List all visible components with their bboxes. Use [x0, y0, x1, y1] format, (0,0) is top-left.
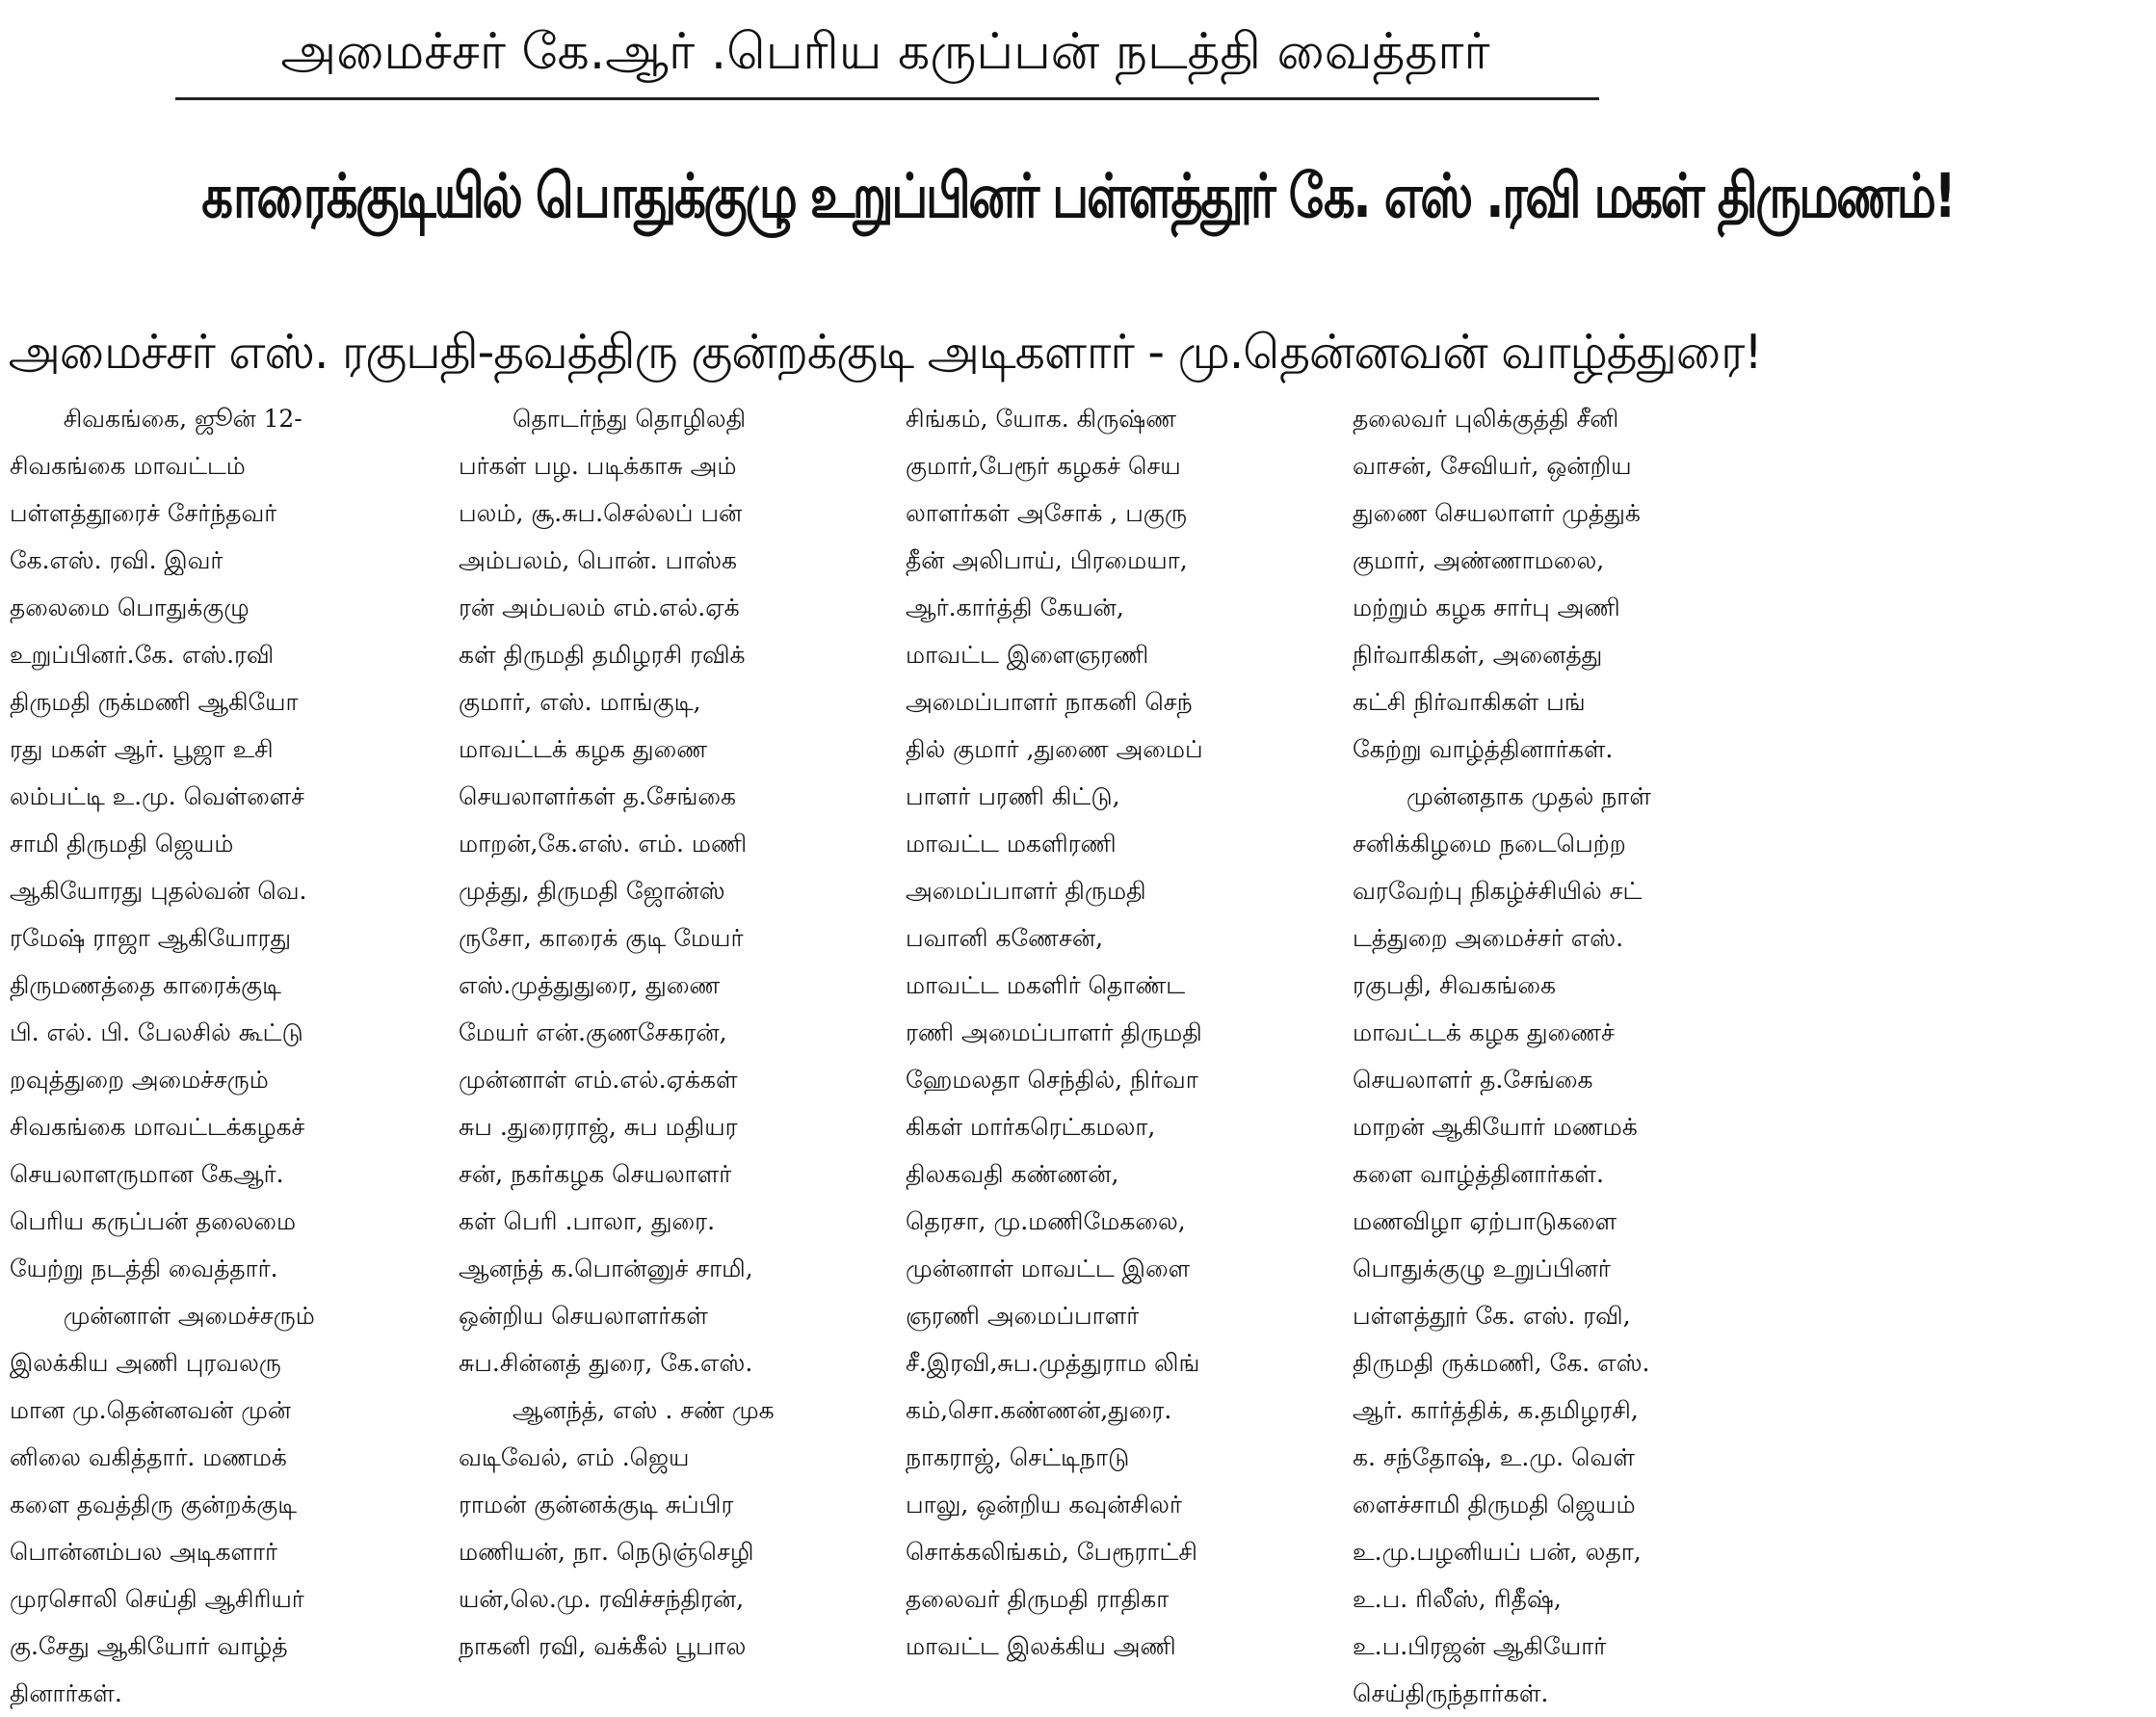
article-text-line: பி. எல். பி. பேலசில் கூட்டு [10, 1018, 303, 1046]
article-text-line: செய்திருந்தார்கள். [1353, 1679, 1549, 1707]
article-text-line: சுப.சின்னத் துரை, கே.எஸ். [459, 1349, 753, 1377]
article-text-line: பவானி கணேசன், [906, 924, 1104, 952]
article-column-3 [894, 395, 1341, 1660]
article-text-line: ரது மகள் ஆர். பூஜா உசி [10, 735, 274, 763]
article-text-line: வாசன், சேவியர், ஒன்றிய [1353, 452, 1632, 480]
article-text-line: செயலாளர்கள் த.சேங்கை [459, 782, 737, 810]
article-subheadline: அமைச்சர் எஸ். ரகுபதி-தவத்திரு குன்றக்குடி அடிகளார் - மு.தென்னவன் வாழ்த்துரை! [8, 325, 1763, 380]
article-text-line: உறுப்பினர்.கே. எஸ்.ரவி [10, 641, 275, 669]
article-text-line: கேற்று வாழ்த்தினார்கள். [1353, 735, 1614, 763]
article-text-line: செயலாளருமான கேஆர். [10, 1160, 284, 1188]
article-text-line: ஞரணி அமைப்பாளர் [906, 1302, 1140, 1330]
article-text-line: செயலாளர் த.சேங்கை [1353, 1066, 1593, 1094]
article-text-line: முரசொலி செய்தி ஆசிரியர் [10, 1585, 304, 1613]
article-text-line: ரன் அம்பலம் எம்.எல்.ஏக் [459, 594, 740, 621]
article-text-line: சனிக்கிழமை நடைபெற்ற [1353, 830, 1626, 858]
article-text-line: நிர்வாகிகள், அனைத்து [1353, 641, 1603, 669]
kicker-divider [175, 97, 1599, 100]
article-text-line: வரவேற்பு நிகழ்ச்சியில் சட் [1353, 877, 1643, 905]
article-text-line: எஸ்.முத்துதுரை, துணை [459, 971, 721, 999]
article-text-line: மாவட்ட மகளிர் தொண்ட [906, 971, 1186, 999]
article-text-line: தலைவர் திருமதி ராதிகா [906, 1585, 1170, 1613]
article-text-line: களை வாழ்த்தினார்கள். [1353, 1160, 1604, 1188]
article-text-line: தீன் அலிபாய், பிரமையா, [906, 546, 1188, 574]
article-text-line: பெரிய கருப்பன் தலைமை [10, 1207, 296, 1235]
article-text-line: ஹேமலதா செந்தில், நிர்வா [906, 1066, 1198, 1094]
article-text-line: மணவிழா ஏற்பாடுகளை [1353, 1207, 1617, 1235]
article-text-line: பொதுக்குழு உறுப்பினர் [1353, 1255, 1611, 1282]
article-text-line: சொக்கலிங்கம், பேரூராட்சி [906, 1538, 1197, 1566]
article-text-line: ஆனந்த் க.பொன்னுச் சாமி, [459, 1255, 753, 1282]
article-text-line: கள் பெரி .பாலா, துரை. [459, 1207, 716, 1235]
article-text-line: துணை செயலாளர் முத்துக் [1353, 499, 1641, 527]
article-text-line: தினார்கள். [10, 1679, 122, 1707]
article-text-line: திலகவதி கண்ணன், [906, 1160, 1119, 1188]
article-text-line: முன்னதாக முதல் நாள் [1407, 782, 1651, 810]
article-text-line: மணியன், நா. நெடுஞ்செழி [459, 1538, 754, 1566]
article-text-line: முன்னாள் மாவட்ட இளை [906, 1255, 1191, 1282]
article-column-2 [447, 395, 894, 1660]
article-text-line: மாவட்டக் கழக துணை [459, 735, 708, 763]
article-text-line: னிலை வகித்தார். மணமக் [10, 1443, 287, 1471]
article-text-line: கள் திருமதி தமிழரசி ரவிக் [459, 641, 746, 669]
article-text-line: தலைவர் புலிக்குத்தி சீனி [1353, 405, 1619, 433]
article-text-line: களை தவத்திரு குன்றக்குடி [10, 1491, 298, 1519]
article-text-line: யேற்று நடத்தி வைத்தார். [10, 1255, 278, 1282]
article-text-line: குமார்,பேரூர் கழகச் செய [906, 452, 1181, 480]
article-text-line: பாளர் பரணி கிட்டு, [906, 782, 1120, 810]
article-text-line: ரணி அமைப்பாளர் திருமதி [906, 1018, 1202, 1046]
article-text-line: சன், நகர்கழக செயலாளர் [459, 1160, 732, 1188]
article-text-line: நாகராஜ், செட்டிநாடு [906, 1443, 1130, 1471]
article-text-line: சிங்கம், யோக. கிருஷ்ண [906, 405, 1177, 433]
article-text-line: மேயர் என்.குணசேகரன், [459, 1018, 727, 1046]
article-text-line: பள்ளத்தூர் கே. எஸ். ரவி, [1353, 1302, 1631, 1330]
article-text-line: கு.சேது ஆகியோர் வாழ்த் [10, 1632, 288, 1660]
article-text-line: இலக்கிய அணி புரவலரு [10, 1349, 281, 1377]
article-text-line: ஆர்.கார்த்தி கேயன், [906, 594, 1124, 621]
article-text-line: சிவகங்கை, ஜூன் 12- [63, 405, 302, 433]
article-text-line: கட்சி நிர்வாகிகள் பங் [1353, 688, 1586, 716]
article-text-line: ஆனந்த், எஸ் . சண் முக [513, 1396, 775, 1424]
article-text-line: திருமதி ருக்மணி ஆகியோ [10, 688, 299, 716]
article-text-line: கம்,சொ.கண்ணன்,துரை. [906, 1396, 1172, 1424]
article-text-line: சுப .துரைராஜ், சுப மதியர [459, 1113, 738, 1141]
article-text-line: பொன்னம்பல அடிகளார் [10, 1538, 277, 1566]
article-text-line: மாறன் ஆகியோர் மணமக் [1353, 1113, 1638, 1141]
article-text-line: மாவட்ட மகளிரணி [906, 830, 1117, 858]
article-text-line: திருமதி ருக்மணி, கே. எஸ். [1353, 1349, 1650, 1377]
article-text-line: உ.மு.பழனியப் பன், லதா, [1353, 1538, 1642, 1566]
article-text-line: கிகள் மார்கரெட்கமலா, [906, 1113, 1156, 1141]
article-text-line: முன்னாள் எம்.எல்.ஏக்கள் [459, 1066, 738, 1094]
article-text-line: நாகனி ரவி, வக்கீல் பூபால [459, 1632, 747, 1660]
article-text-line: சிவகங்கை மாவட்டக்கழகச் [10, 1113, 305, 1141]
article-text-line: குமார், அண்ணாமலை, [1353, 546, 1605, 574]
article-body [0, 395, 1771, 1707]
article-text-line: சீ.இரவி,சுப.முத்துராம லிங் [906, 1349, 1200, 1377]
article-headline: காரைக்குடியில் பொதுக்குழு உறுப்பினர் பள்ளத்தூர் கே. எஸ் .ரவி மகள் திருமணம்! [201, 161, 1955, 231]
article-text-line: தொடர்ந்து தொழிலதி [513, 405, 747, 433]
article-text-line: மாவட்டக் கழக துணைச் [1353, 1018, 1615, 1046]
article-text-line: சிவகங்கை மாவட்டம் [10, 452, 246, 480]
article-text-line: திருமணத்தை காரைக்குடி [10, 971, 281, 999]
article-text-line: லம்பட்டி உ.மு. வெள்ளைச் [10, 782, 304, 810]
article-text-line: தில் குமார் ,துணை அமைப் [906, 735, 1203, 763]
article-kicker: அமைச்சர் கே.ஆர் .பெரிய கருப்பன் நடத்தி வைத்தார் [280, 23, 1490, 81]
article-text-line: அமைப்பாளர் திருமதி [906, 877, 1146, 905]
article-text-line: யன்,லெ.மு. ரவிச்சந்திரன், [459, 1585, 745, 1613]
article-text-line: டத்துறை அமைச்சர் எஸ். [1353, 924, 1624, 952]
article-text-line: பலம், சூ.சுப.செல்லப் பன் [459, 499, 743, 527]
article-text-line: ரகுபதி, சிவகங்கை [1353, 971, 1557, 999]
article-text-line: தலைமை பொதுக்குழு [10, 594, 250, 621]
article-text-line: பள்ளத்தூரைச் சேர்ந்தவர் [10, 499, 277, 527]
article-text-line: ரமேஷ் ராஜா ஆகியோரது [10, 924, 292, 952]
article-text-line: உ.ப. ரிலீஸ், ரிதீஷ், [1353, 1585, 1562, 1613]
article-text-line: சாமி திருமதி ஜெயம் [10, 830, 234, 858]
article-text-line: லாளர்கள் அசோக் , பகுரு [906, 499, 1188, 527]
article-text-line: றவுத்துறை அமைச்சரும் [10, 1066, 269, 1094]
article-text-line: முன்னாள் அமைச்சரும் [63, 1302, 315, 1330]
article-column-4 [1341, 395, 1771, 1707]
article-text-line: வடிவேல், எம் .ஜெய [459, 1443, 690, 1471]
article-text-line: ளைச்சாமி திருமதி ஜெயம் [1353, 1491, 1636, 1519]
article-column-1 [0, 395, 447, 1707]
article-text-line: முத்து, திருமதி ஜோன்ஸ் [459, 877, 725, 905]
article-text-line: மாறன்,கே.எஸ். எம். மணி [459, 830, 748, 858]
article-text-line: க. சந்தோஷ், உ.மு. வெள் [1353, 1443, 1635, 1471]
article-text-line: மாவட்ட இலக்கிய அணி [906, 1632, 1176, 1660]
article-text-line: ஆர். கார்த்திக், க.தமிழரசி, [1353, 1396, 1639, 1424]
article-text-line: ராமன் குன்னக்குடி சுப்பிர [459, 1491, 734, 1519]
article-text-line: மான மு.தென்னவன் முன் [10, 1396, 291, 1424]
article-text-line: மாவட்ட இளைஞரணி [906, 641, 1149, 669]
article-text-line: ஆகியோரது புதல்வன் வெ. [10, 877, 307, 905]
article-text-line: அம்பலம், பொன். பாஸ்க [459, 546, 738, 574]
article-text-line: ருசோ, காரைக் குடி மேயர் [459, 924, 744, 952]
article-text-line: அமைப்பாளர் நாகனி செந் [906, 688, 1193, 716]
article-text-line: ஒன்றிய செயலாளர்கள் [459, 1302, 708, 1330]
article-text-line: பாலு, ஒன்றிய கவுன்சிலர் [906, 1491, 1182, 1519]
article-text-line: உ.ப.பிரஜன் ஆகியோர் [1353, 1632, 1607, 1660]
article-text-line: கே.எஸ். ரவி. இவர் [10, 546, 223, 574]
article-text-line: தெரசா, மு.மணிமேகலை, [906, 1207, 1186, 1235]
article-text-line: பர்கள் பழ. படிக்காசு அம் [459, 452, 737, 480]
article-text-line: குமார், எஸ். மாங்குடி, [459, 688, 701, 716]
article-text-line: மற்றும் கழக சார்பு அணி [1353, 594, 1620, 621]
